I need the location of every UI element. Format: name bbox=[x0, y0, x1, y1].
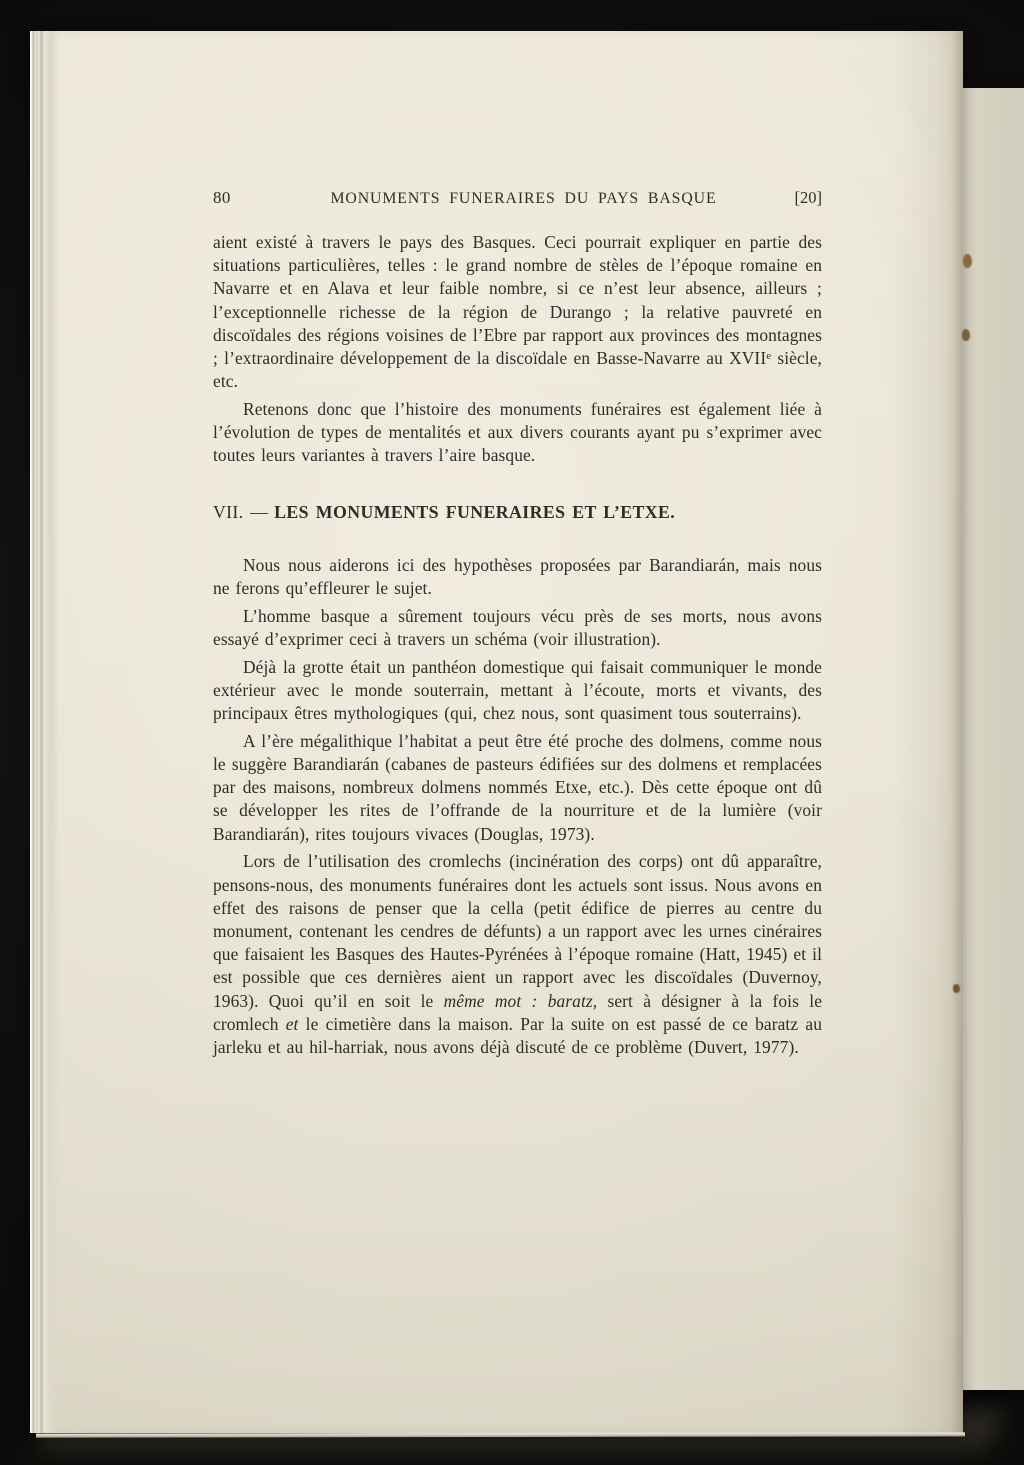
paragraph-3: Nous nous aiderons ici des hypothèses proposées par Barandiarán, mais nous ne ferons qu’effleurer le sujet. bbox=[213, 554, 822, 598]
section-numeral: VII. — bbox=[213, 501, 269, 522]
paragraph-7-part1: Lors de l’utilisation des cromlechs (incinération des corps) ont dû apparaître, pensons-nous, des monuments funéraires dont les actuels sont issus. Nous avons en effet des raisons de penser que la cella (petit édifice de pierres au centre du monument, contenant les cendres de défunts) a un rapport avec les urnes cinéraires que faisaient les Basques des Hautes-Pyrénées à l’époque romaine (Hatt, 1945) et il est possible que ces dernières aient un rapport avec les discoïdales (Duvernoy, 1963). Quoi qu’il en soit le bbox=[213, 851, 822, 1011]
paragraph-4: L’homme basque a sûrement toujours vécu près de ses morts, nous avons essayé d’exprimer ceci à travers un schéma (voir illustration). bbox=[213, 605, 822, 649]
italic-word-et: et bbox=[285, 1013, 299, 1034]
section-heading bbox=[213, 500, 822, 524]
paragraph-7-part2: sert à désigner à la fois le cromlech bbox=[213, 990, 823, 1034]
paragraph-5: Déjà la grotte était un panthéon domestique qui faisait communiquer le monde extérieur avec le monde souterrain, mettant à l’écoute, morts et vivants, des principaux êtres mythologiques (qui, chez nous, sont quasiment tous souterrains). bbox=[213, 656, 822, 724]
gutter-shading bbox=[893, 31, 963, 1433]
paragraph-1-text: aient existé à travers le pays des Basques. Ceci pourrait expliquer en partie des situations particulières, telles : le grand nombre de stèles de l’époque romaine en Navarre et en Alava et leur faible nombre, si ce n’est leur absence, ailleurs ; l’exceptionnelle richesse de la région de Durango ; la relative pauvreté en discoïdales des régions voisines de l’Ebre par rapport aux provinces des montagnes ; l’extraordinaire développement de la discoïdale en Basse-Navarre au XVII bbox=[213, 232, 822, 369]
printed-text-block bbox=[213, 31, 822, 1059]
running-title: MONUMENTS FUNERAIRES DU PAYS BASQUE bbox=[330, 190, 717, 207]
foxing-speck bbox=[962, 329, 970, 341]
paragraph-1 bbox=[213, 231, 822, 393]
superscript-e: e bbox=[766, 350, 772, 363]
paragraph-7 bbox=[213, 850, 822, 1059]
page-number: 80 bbox=[213, 188, 231, 207]
italic-phrase-baratz: même mot : baratz, bbox=[443, 990, 598, 1011]
paragraph-7-part3: le cimetière dans la maison. Par la suite on est passé de ce baratz au jarleku et au hil-harriak, nous avons déjà discuté de ce problème (Duvert, 1977). bbox=[213, 1013, 822, 1058]
facing-page-edge bbox=[962, 88, 1024, 1390]
paragraph-2: Retenons donc que l’histoire des monuments funéraires est également liée à l’évolution de types de mentalités et aux divers courants ayant pu s’exprimer avec toutes leurs variantes à travers l’aire basque. bbox=[213, 399, 822, 466]
column-reference: [20] bbox=[794, 188, 822, 207]
foxing-speck bbox=[963, 254, 972, 268]
running-header bbox=[213, 188, 822, 208]
book-page bbox=[30, 31, 963, 1433]
paragraph-6: A l’ère mégalithique l’habitat a peut être été proche des dolmens, comme nous le suggère Barandiarán (cabanes de pasteurs édifiées sur des dolmens et remplacées par des maisons, nombreux dolmens nommés Etxe, etc.). Dès cette époque ont dû se développer les rites de l’offrande de la nourriture et de la lumière (voir Barandiarán), rites toujours vivaces (Douglas, 1973). bbox=[213, 730, 822, 844]
section-title: LES MONUMENTS FUNERAIRES ET L’ETXE. bbox=[274, 501, 676, 522]
paragraph-1-tail: siècle, etc. bbox=[213, 348, 822, 392]
foxing-speck bbox=[953, 984, 960, 993]
page-stack-edges bbox=[30, 31, 60, 1433]
